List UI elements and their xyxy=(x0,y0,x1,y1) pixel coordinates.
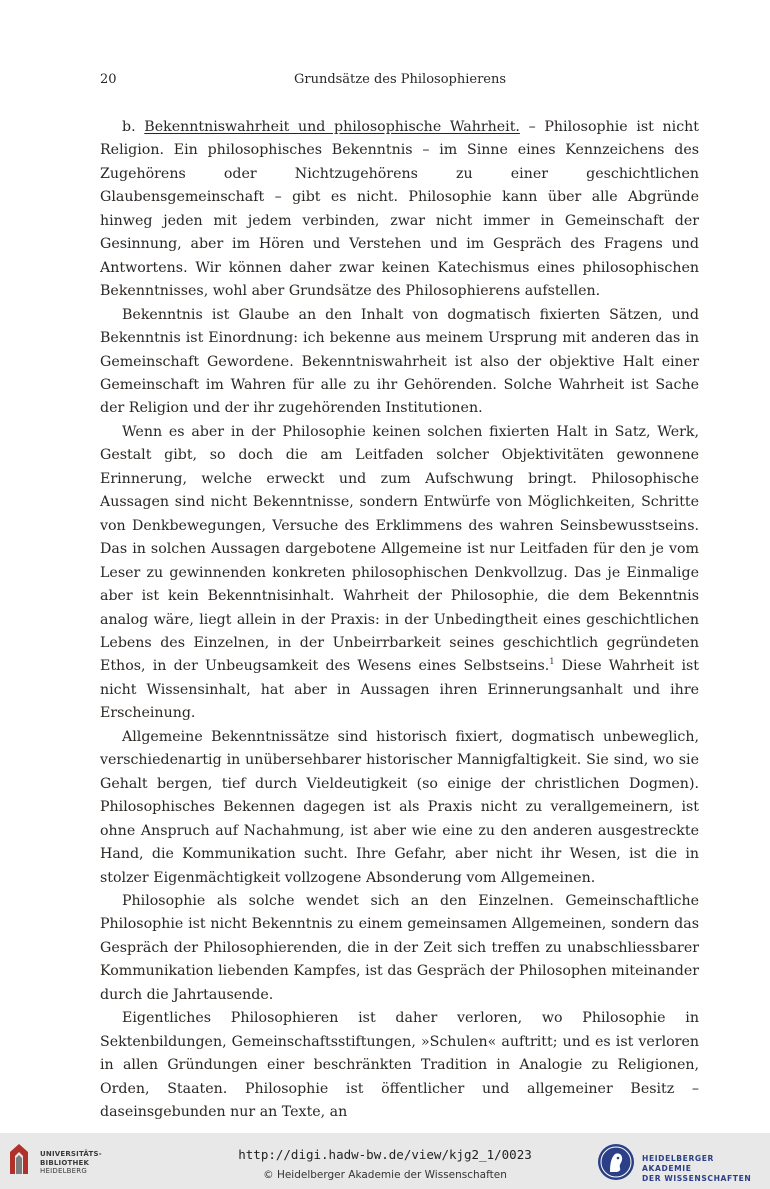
footnote-marker[interactable]: 1 xyxy=(549,657,555,667)
library-name-line2: BIBLIOTHEK xyxy=(40,1158,90,1167)
paragraph-1 xyxy=(100,116,699,304)
source-url-link[interactable]: http://digi.hadw-bw.de/view/kjg2_1/0023 xyxy=(238,1147,532,1162)
section-label: b. xyxy=(122,119,136,135)
academy-name-line2: DER WISSENSCHAFTEN xyxy=(642,1174,752,1183)
academy-name xyxy=(642,1154,766,1184)
paragraph-3 xyxy=(100,421,699,726)
library-name-line3: HEIDELBERG xyxy=(40,1167,87,1175)
body-text xyxy=(100,116,699,1124)
running-title: Grundsätze des Philosophierens xyxy=(293,72,507,87)
paragraph-4: Allgemeine Bekenntnissätze sind historisch fixiert, dogmatisch unbeweglich, verschiedenartig in unübersehbarer historischer Mannigfaltigkeit. Sie sind, wo sie Gehalt bergen, tief durch Vieldeutigkeit (so einige der christlichen Dogmen). Philosophisches Bekennen dagegen ist als Praxis nicht zu verallgemeinern, ist ohne Anspruch auf Nachahmung, ist aber wie eine zu den anderen ausgestreckte Hand, die Kommunikation sucht. Ihre Gefahr, aber nicht ihr Wesen, ist die in stolzer Eigenmächtigkeit vollzogene Absonderung vom Allgemeinen. xyxy=(100,728,699,886)
paragraph-5: Philosophie als solche wendet sich an den Einzelnen. Gemeinschaftliche Philosophie ist nicht Bekenntnis zu einem gemeinsamen Allgemeinen, sondern das Gespräch der Philosophierenden, die in der Zeit sich treffen zu unabschliessbarer Kommunikation liebenden Kampfes, ist das Gespräch der Philosophen miteinander durch die Jahrtausende. xyxy=(100,892,699,1003)
paragraph-2: Bekenntnis ist Glaube an den Inhalt von dogmatisch fixierten Sätzen, und Bekenntnis ist Einordnung: ich bekenne aus meinem Ursprung mit anderen das in Gemeinschaft Gewordene. Bekenntniswahrheit ist also der objektive Halt einer Gemeinschaft im Wahren für alle zu ihr Gehörenden. Solche Wahrheit ist Sache der Religion und der ihr zugehörenden Institutionen. xyxy=(100,306,699,417)
copyright-notice: © Heidelberger Akademie der Wissenschaften xyxy=(263,1169,507,1181)
paragraph-1-text: – Philosophie ist nicht Religion. Ein philosophisches Bekenntnis – im Sinne eines Kennzeichens des Zugehörens oder Nichtzugehörens zu einer geschichtlichen Glaubensgemeinschaft – gibt es nicht. Philosophie kann über alle Abgründe hinweg jeden mit jedem verbinden, zwar nicht immer in Gemeinschaft der Gesinnung, aber im Hören und Verstehen und im Gespräch des Fragens und Antwortens. Wir können daher zwar keinen Katechismus eines philosophischen Bekenntnisses, wohl aber Grundsätze des Philosophierens aufstellen. xyxy=(100,119,699,300)
paragraph-6: Eigentliches Philosophieren ist daher verloren, wo Philosophie in Sektenbildungen, Gemeinschaftsstiftungen, »Schulen« auftritt; und es ist verloren in allen Gründungen einer beschränkten Tradition in Analogie zu Religionen, Orden, Staaten. Philosophie ist öffentlicher und allgemeiner Besitz – daseinsgebunden nur an Texte, an xyxy=(100,1010,699,1121)
footer-bar xyxy=(0,1133,770,1189)
section-heading: Bekenntniswahrheit und philosophische Wahrheit. xyxy=(144,119,520,135)
page-number: 20 xyxy=(100,72,117,87)
academy-logo[interactable] xyxy=(596,1142,766,1182)
paragraph-3-text-a: Wenn es aber in der Philosophie keinen solchen fixierten Halt in Satz, Werk, Gestalt gibt, so doch die am Leitfaden solcher Objektivitäten gewonnene Erinnerung, welche erweckt und zum Aufschwung bringt. Philosophische Aussagen sind nicht Bekenntnisse, sondern Entwürfe von Möglichkeiten, Schritte von Denkbewegungen, Versuche des Erklimmens des wahren Seinsbewusstseins. Das in solchen Aussagen dargebotene Allgemeine ist nur Leitfaden für den je vom Leser zu gewinnenden konkreten philosophischen Denkvollzug. Das je Einmalige aber ist kein Bekenntnisinhalt. Wahrheit der Philosophie, die dem Bekenntnis analog wäre, liegt allein in der Praxis: in der Unbedingtheit eines geschichtlichen Lebens des Einzelnen, in der Unbeirrbarkeit seines geschichtlich gegründeten Ethos, in der Unbeugsamkeit des Wesens eines Selbstseins. xyxy=(100,423,699,675)
academy-emblem-icon xyxy=(596,1142,636,1182)
paragraph-3-text-b: Diese Wahrheit ist nicht Wissensinhalt, hat aber in Aussagen ihren Erinnerungsanhalt und ihre Erscheinung. xyxy=(100,658,699,722)
academy-name-line1: HEIDELBERGER AKADEMIE xyxy=(642,1154,714,1173)
library-name-line1: UNIVERSITÄTS- xyxy=(40,1150,102,1158)
page-header xyxy=(100,72,700,92)
